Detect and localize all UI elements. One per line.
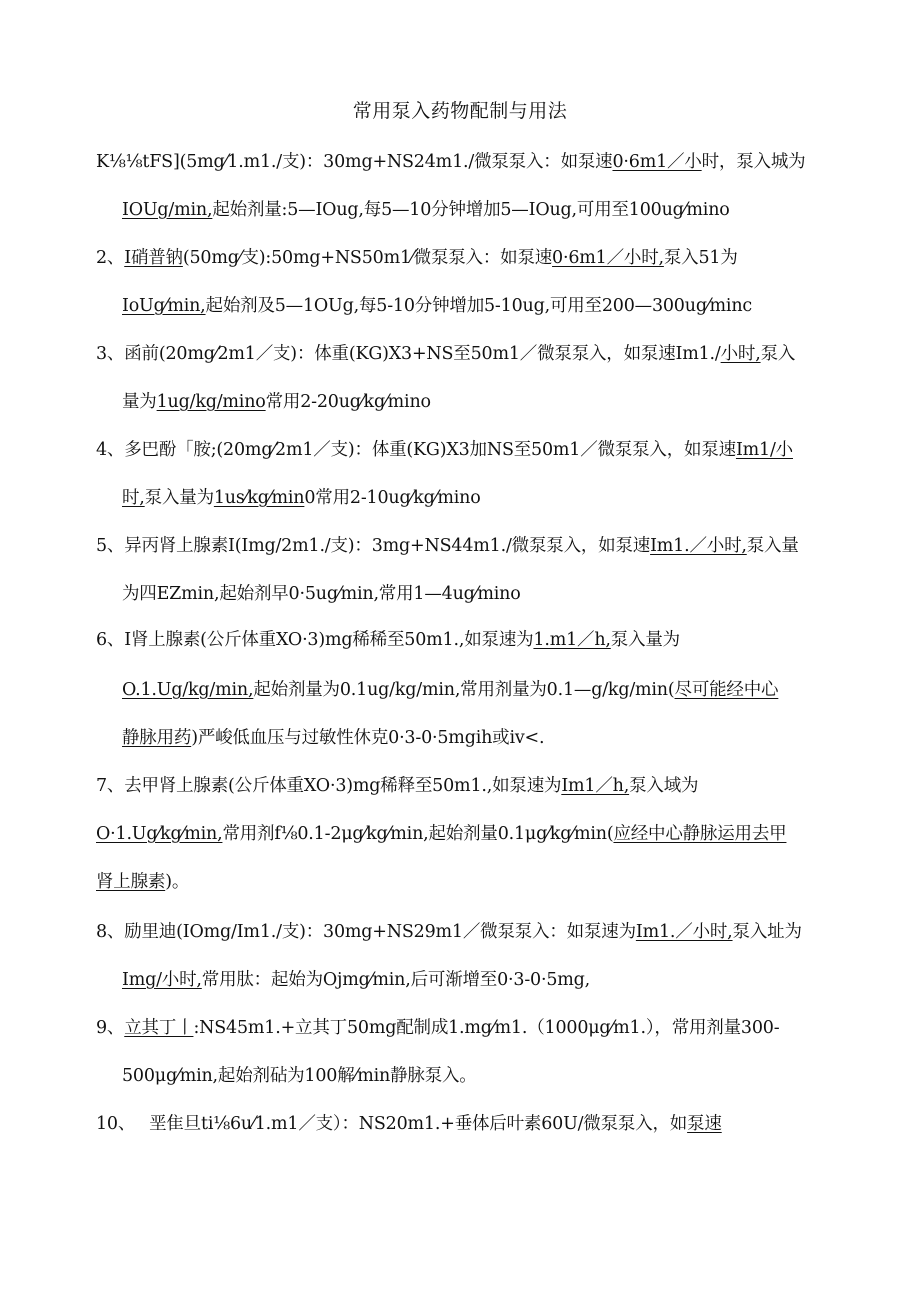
underlined-text: 1us⁄kg⁄min — [213, 488, 305, 508]
text-run: )。 — [165, 872, 190, 892]
text-run: 常用肽：起始为Ojmg⁄min,后可渐增至0·3-0·5mg, — [201, 970, 591, 990]
underlined-text: 小时, — [720, 344, 761, 364]
text-run: 泵入域为 — [629, 776, 699, 796]
text-run: 7、去甲肾上腺素(公斤体重XO·3)mg稀释至50m1.,如泵速为 — [96, 776, 562, 796]
text-run: 10、 垩隹旦ti⅛6u⁄1.m1／支）：NS20m1.+垂体后叶素60U/微泵泵入，如 — [96, 1114, 688, 1134]
text-run: 4、多巴酚「胺;(20mg⁄2m1／支)：体重(KG)X3加NS至50m1／微泵泵入，如泵速 — [96, 440, 736, 460]
text-run: 常用剂f⅛0.1-2μg⁄kg⁄min,起始剂量0.1μg⁄kg⁄min( — [222, 824, 614, 844]
text-line — [96, 340, 795, 365]
text-run: 5、异丙肾上腺素I(Img/2m1./支)：3mg+NS44m1./微泵泵入，如泵速 — [96, 536, 651, 556]
text-run: 500μg⁄min,起始剂砧为100解⁄min静脉泵入。 — [122, 1066, 477, 1086]
text-line — [96, 532, 799, 557]
text-run: 9、 — [96, 1018, 125, 1038]
text-line — [122, 196, 730, 221]
text-line — [96, 436, 793, 461]
underlined-text: 0·6m1／小时, — [552, 248, 664, 268]
underlined-text: 立其丁丨 — [124, 1018, 194, 1038]
text-run: 时，泵入城为 — [701, 152, 806, 172]
underlined-text: O·1.Ug⁄kg⁄min, — [96, 824, 223, 844]
text-line — [122, 676, 778, 701]
text-line — [96, 820, 786, 845]
underlined-text: 1ug/kg/mino — [156, 392, 266, 412]
text-run: 8、励里迪(IOmg/Im1./支)：30mg+NS29m1／微泵泵入：如泵速为 — [96, 922, 636, 942]
text-run: 6、I肾上腺素(公斤体重XO·3)mg稀稀至50m1.,如泵速为 — [96, 630, 534, 650]
text-line — [96, 1110, 722, 1135]
text-run: 泵入51为 — [663, 248, 738, 268]
text-run: 泵入址为 — [732, 922, 802, 942]
text-line — [96, 772, 698, 797]
underlined-text: 静脉用药 — [122, 728, 192, 748]
text-run: 泵入 — [760, 344, 796, 364]
underlined-text: 肾上腺素 — [96, 872, 166, 892]
text-run: )严峻低血压与过敏性休克0·3-0·5mgih或iv<. — [191, 728, 545, 748]
text-run: :NS45m1.+立其丁50mg配制成1.mg⁄m1.（1000μg⁄m1.），常用剂量300- — [193, 1018, 780, 1038]
text-run: 量为 — [122, 392, 157, 412]
text-line — [122, 1062, 477, 1087]
underlined-text: 1.m1／h, — [533, 630, 611, 650]
text-line — [96, 244, 738, 269]
underlined-text: Im1.／小时, — [650, 536, 747, 556]
underlined-text: Im1/小 — [735, 440, 793, 460]
text-run: 起始剂及5—1OUg,每5-10分钟增加5-10ug,可用至200—300ug⁄minc — [205, 296, 753, 316]
text-run: 2、 — [96, 248, 125, 268]
underlined-text: 0·6m1／小 — [612, 152, 702, 172]
underlined-text: IOUg/min, — [122, 200, 213, 220]
text-line — [96, 918, 802, 943]
text-line — [96, 1014, 779, 1039]
text-line — [96, 626, 680, 651]
document-title: 常用泵入药物配制与用法 — [352, 100, 568, 122]
text-line — [122, 388, 431, 413]
underlined-text: IoUg⁄min, — [122, 296, 206, 316]
underlined-text: 应经中心静脉运用去甲 — [613, 824, 787, 844]
underlined-text: 尽可能经中心 — [674, 680, 779, 700]
underlined-text: O.1.Ug/kg/min, — [122, 680, 254, 700]
underlined-text: 泵速 — [687, 1114, 722, 1134]
underlined-text: Img/小时, — [122, 970, 202, 990]
text-run: 0常用2-10ug⁄kg⁄mino — [304, 488, 481, 508]
text-run: 泵入量 — [746, 536, 799, 556]
text-line — [122, 580, 521, 605]
text-run: 泵入量为 — [144, 488, 214, 508]
underlined-text: 时, — [122, 488, 145, 508]
text-line — [96, 148, 805, 173]
text-run: 起始剂量:5—IOug,每5—10分钟增加5—IOug,可用至100ug⁄mino — [212, 200, 730, 220]
text-line — [122, 292, 752, 317]
underlined-text: I硝普钠 — [124, 248, 183, 268]
text-run: 常用2-20ug⁄kg⁄mino — [265, 392, 431, 412]
text-line — [122, 966, 590, 991]
underlined-text: Im1／h, — [561, 776, 630, 796]
text-line — [122, 484, 481, 509]
text-run: 3、函前(20mg⁄2m1／支)：体重(KG)X3+NS至50m1／微泵泵入，如泵速Im1./ — [96, 344, 721, 364]
text-run: 起始剂量为0.1ug/kg/min,常用剂量为0.1—g/kg/min( — [253, 680, 675, 700]
text-line — [122, 724, 544, 749]
text-run: 为四EZmin,起始剂早0·5ug⁄min,常用1—4ug⁄mino — [122, 584, 521, 604]
text-line — [96, 868, 189, 893]
text-run: (50mg⁄支):50mg+NS50m1⁄微泵泵入：如泵速 — [182, 248, 553, 268]
text-run: 泵入量为 — [610, 630, 680, 650]
text-run: K⅛⅛tFS](5mg⁄1.m1./支)：30mg+NS24m1./微泵泵入：如泵速 — [96, 152, 613, 172]
underlined-text: Im1.／小时, — [635, 922, 733, 942]
